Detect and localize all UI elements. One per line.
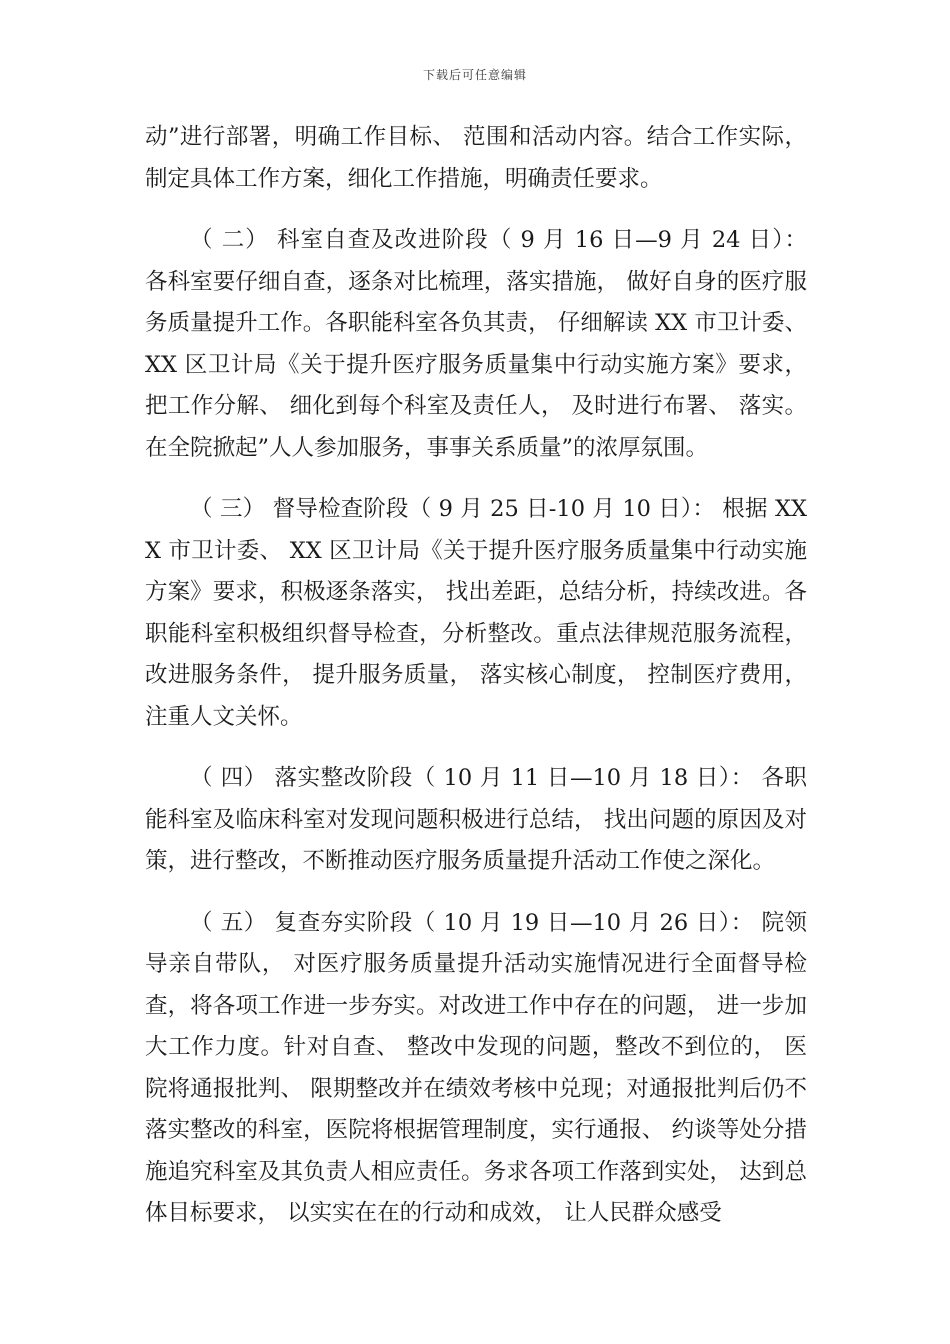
paragraph-stage-3: （ 三） 督导检查阶段（ 9 月 25 日-10 月 10 日）： 根据 XXX 市卫计委、 XX 区卫计局《关于提升医疗服务质量集中行动实施方案》要求，积极逐条落实， 找出差距，总结分析，持续改进。各职能科室积极组织督导检查，分析整改。重点法律规范服务流程，改进服务条件， 提升服务质量， 落实核心制度， 控制医疗费用，注重人文关怀。 bbox=[145, 496, 807, 730]
paragraph-stage-4: （ 四） 落实整改阶段（ 10 月 11 日—10 月 18 日）： 各职能科室及临床科室对发现问题积极进行总结， 找出问题的原因及对策，进行整改，不断推动医疗服务质量提升活动工作使之深化。 bbox=[145, 765, 807, 874]
paragraph-continuation: 动”进行部署，明确工作目标、 范围和活动内容。结合工作实际，制定具体工作方案，细化工作措施，明确责任要求。 bbox=[145, 124, 807, 192]
document-body bbox=[145, 117, 807, 1235]
paragraph-stage-5: （ 五） 复查夯实阶段（ 10 月 19 日—10 月 26 日）： 院领导亲自带队， 对医疗服务质量提升活动实施情况进行全面督导检查，将各项工作进一步夯实。对改进工作中存在的问题， 进一步加大工作力度。针对自查、 整改中发现的问题，整改不到位的， 医院将通报批判、 限期整改并在绩效考核中兑现；对通报批判后仍不落实整改的科室，医院将根据管理制度，实行通报、 约谈等处分措施追究科室及其负责人相应责任。务求各项工作落到实处， 达到总体目标要求， 以实实在在的行动和成效， 让人民群众感受 bbox=[145, 909, 807, 1226]
paragraph-stage-2: （ 二） 科室自查及改进阶段（ 9 月 16 日—9 月 24 日）： 各科室要仔细自查，逐条对比梳理，落实措施， 做好自身的医疗服务质量提升工作。各职能科室各负其责， 仔细解读 XX 市卫计委、XX 区卫计局《关于提升医疗服务质量集中行动实施方案》要求，把工作分解、 细化到每个科室及责任人， 及时进行布署、 落实。在全院掀起”人人参加服务，事事关系质量”的浓厚氛围。 bbox=[145, 227, 807, 461]
page-header-note: 下载后可任意编辑 bbox=[422, 68, 527, 82]
